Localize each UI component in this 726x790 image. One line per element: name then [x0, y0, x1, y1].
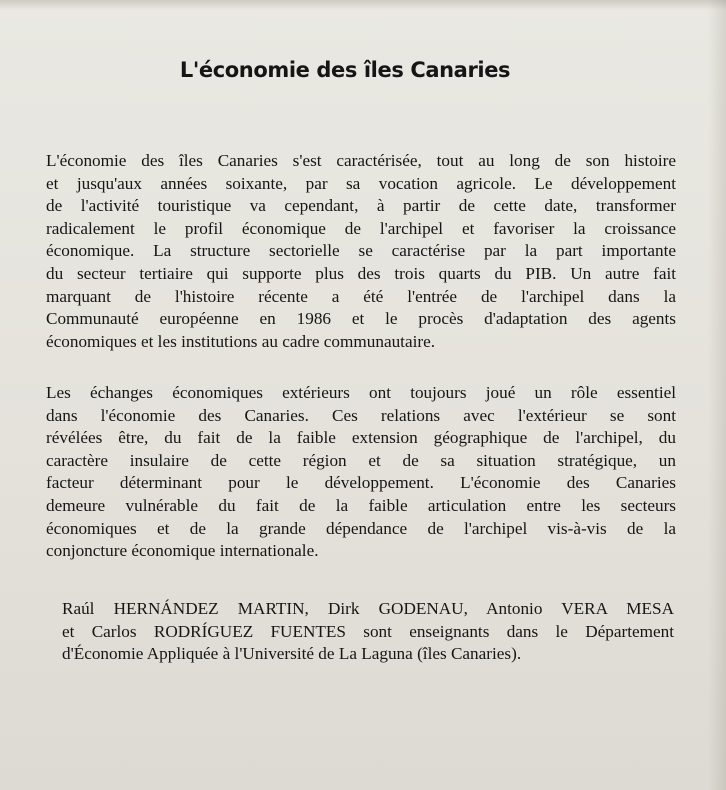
text-line: d'Économie Appliquée à l'Université de La Laguna (îles Canaries).	[62, 644, 522, 664]
text-line: et jusqu'aux années soixante, par sa vocation agricole. Le développement	[46, 173, 676, 193]
authors-paragraph	[62, 598, 674, 666]
text-line: Les échanges économiques extérieurs ont toujours joué un rôle essentiel	[46, 383, 676, 402]
text-line: dans l'économie des Canaries. Ces relations avec l'extérieur se sont	[46, 405, 676, 425]
text-line: révélées être, du fait de la faible extension géographique de l'archipel, du	[46, 428, 676, 448]
text-line: du secteur tertiaire qui supporte plus des trois quarts du PIB. Un autre fait	[46, 263, 676, 283]
text-line: facteur déterminant pour le développement. L'économie des Canaries	[46, 473, 676, 493]
text-line: de l'activité touristique va cependant, à partir de cette date, transformer	[46, 196, 676, 216]
text-line: demeure vulnérable du fait de la faible articulation entre les secteurs	[46, 495, 676, 515]
text-line: radicalement le profil économique de l'archipel et favoriser la croissance	[46, 218, 676, 238]
page-shadow-right	[708, 0, 726, 790]
page-title: L'économie des îles Canaries	[179, 58, 511, 82]
page-shadow-top	[0, 0, 726, 10]
text-line: conjoncture économique internationale.	[46, 541, 319, 561]
text-line: économiques et de la grande dépendance de l'archipel vis-à-vis de la	[46, 518, 676, 538]
text-line: et Carlos RODRÍGUEZ FUENTES sont enseignants dans le Département	[62, 621, 674, 641]
text-line: économiques et les institutions au cadre communautaire.	[46, 331, 435, 351]
text-line: L'économie des îles Canaries s'est caractérisée, tout au long de son histoire	[46, 151, 676, 170]
text-line: Communauté européenne en 1986 et le procès d'adaptation des agents	[46, 309, 676, 329]
summary-paragraph-1	[46, 150, 676, 353]
summary-paragraph-2	[46, 382, 676, 563]
text-line: caractère insulaire de cette région et de sa situation stratégique, un	[46, 450, 676, 470]
text-line: Raúl HERNÁNDEZ MARTIN, Dirk GODENAU, Antonio VERA MESA	[62, 599, 674, 618]
text-line: économique. La structure sectorielle se caractérise par la part importante	[46, 241, 676, 261]
text-line: marquant de l'histoire récente a été l'entrée de l'archipel dans la	[46, 286, 676, 306]
